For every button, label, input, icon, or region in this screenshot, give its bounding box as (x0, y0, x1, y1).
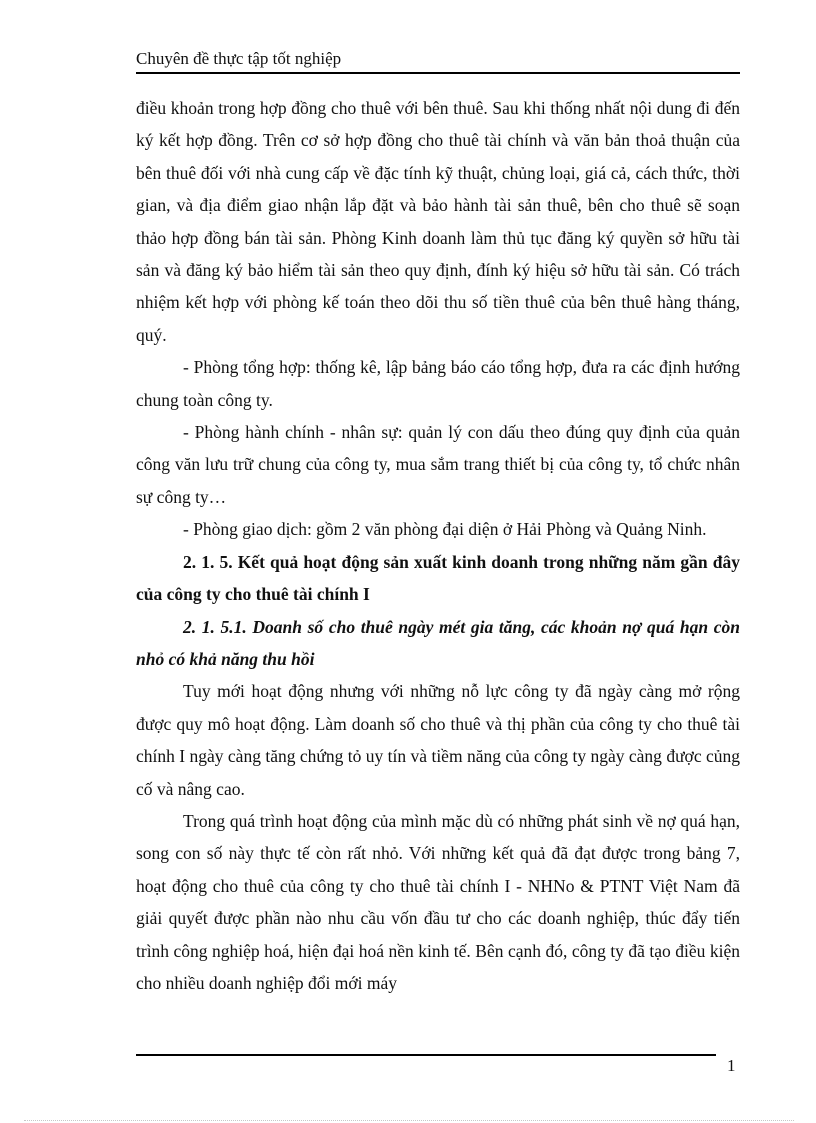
body-paragraph: - Phòng giao dịch: gồm 2 văn phòng đại diện ở Hải Phòng và Quảng Ninh. (183, 519, 707, 540)
body-paragraph: Tuy mới hoạt động nhưng với những nỗ lực công ty đã ngày càng mở rộng được quy mô hoạt động. Làm doanh số cho thuê và thị phần của công ty cho thuê tài chính I ngày càng tăng chứng tỏ uy tín và tiềm năng của công ty ngày càng được củng cố và nâng cao. (136, 681, 740, 799)
page-body (136, 92, 740, 999)
document-title: Chuyên đề thực tập tốt nghiệp (136, 49, 342, 68)
body-paragraph: - Phòng hành chính - nhân sự: quản lý con dấu theo đúng quy định của quản công văn lưu trữ chung của công ty, mua sắm trang thiết bị của công ty, tổ chức nhân sự công ty… (136, 422, 740, 507)
subsection-heading: 2. 1. 5.1. Doanh số cho thuê ngày mét gia tăng, các khoản nợ quá hạn còn nhỏ có khả năng thu hồi (136, 616, 740, 669)
page-header (136, 48, 740, 74)
section-heading: 2. 1. 5. Kết quả hoạt động sản xuất kinh doanh trong những năm gần đây của công ty cho thuê tài chính I (136, 551, 740, 605)
body-paragraph: - Phòng tổng hợp: thống kê, lập bảng báo cáo tổng hợp, đưa ra các định hướng chung toàn công ty. (136, 357, 740, 410)
page-number: 1 (727, 1056, 736, 1075)
page-edge-divider (24, 1120, 794, 1121)
body-paragraph: Trong quá trình hoạt động của mình mặc dù có những phát sinh về nợ quá hạn, song con số này thực tế còn rất nhỏ. Với những kết quả đã đạt được trong bảng 7, hoạt động cho thuê của công ty cho thuê tài chính I - NHNo & PTNT Việt Nam đã giải quyết được phần nào nhu cầu vốn đầu tư cho các doanh nghiệp, thúc đẩy tiến trình công nghiệp hoá, hiện đại hoá nền kinh tế. Bên cạnh đó, công ty đã tạo điều kiện cho nhiều doanh nghiệp đổi mới máy (136, 810, 740, 993)
body-paragraph: điều khoản trong hợp đồng cho thuê với bên thuê. Sau khi thống nhất nội dung đi đến ký kết hợp đồng. Trên cơ sở hợp đồng cho thuê tài chính và văn bản thoả thuận của bên thuê đối với nhà cung cấp về đặc tính kỹ thuật, chủng loại, giá cả, cách thức, thời gian, và địa điểm giao nhận lắp đặt và bảo hành tài sản thuê, bên cho thuê sẽ soạn thảo hợp đồng bán tài sản. Phòng Kinh doanh làm thủ tục đăng ký quyền sở hữu tài sản và đăng ký bảo hiểm tài sản theo quy định, đính ký hiệu sở hữu tài sản. Có trách nhiệm kết hợp với phòng kế toán theo dõi thu số tiền thuê của bên thuê hàng tháng, quý. (136, 98, 740, 345)
footer-divider (136, 1054, 716, 1056)
